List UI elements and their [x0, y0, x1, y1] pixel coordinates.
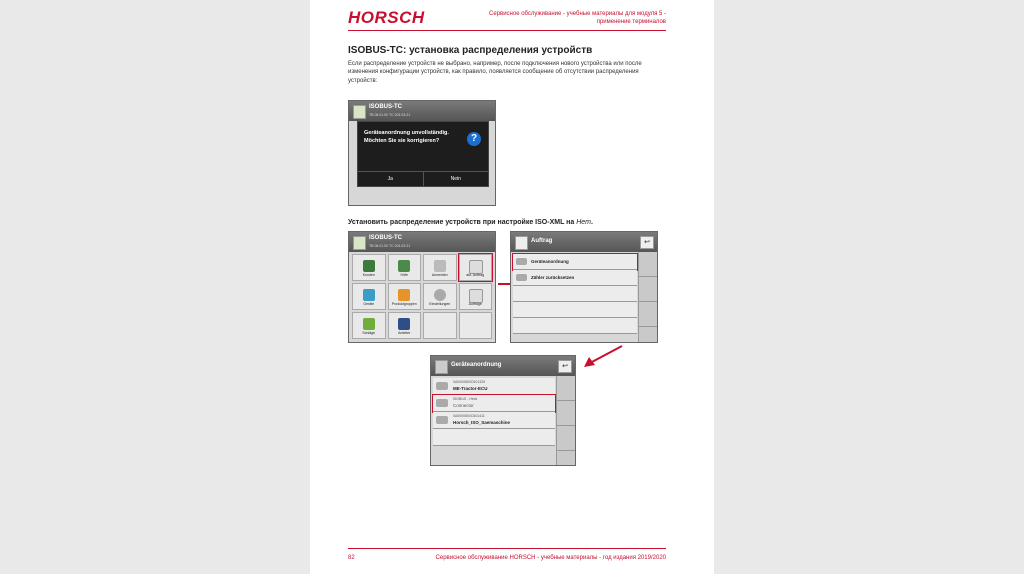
tasks-icon: [469, 289, 483, 303]
menu-cell-akt-auftrag[interactable]: [459, 254, 493, 281]
cell-label: Kunden: [362, 273, 375, 277]
menu-cell-empty: [423, 312, 457, 339]
header-divider: [348, 30, 666, 31]
cell-label: akt. Auftrag: [466, 273, 485, 277]
terminal-screen-menu: [348, 231, 496, 343]
menu-cell-anmelden[interactable]: [423, 254, 457, 281]
row-label: Zähler zurücksetzen: [531, 275, 575, 280]
seeder-icon: [436, 416, 448, 424]
menu-cell-geraete[interactable]: [352, 283, 386, 310]
cell-label: Produktgruppen: [391, 302, 417, 306]
side-button[interactable]: [557, 426, 575, 451]
screen-version: TB 06.01.00 TC 001.03.21: [369, 244, 411, 248]
list-item-saemaschine[interactable]: [433, 412, 555, 429]
menu-grid: [352, 254, 492, 339]
no-button[interactable]: Nein: [450, 176, 461, 182]
list-item-tractor-ecu[interactable]: [433, 378, 555, 395]
footer-text: Сервисное обслуживание HORSCH - учебные материалы - год издания 2019/2020: [435, 555, 666, 561]
screen-title: Auftrag: [531, 238, 553, 244]
list-item-zaehler[interactable]: [513, 270, 637, 286]
row-label: ME-Tractor-ECU: [453, 386, 488, 391]
list-item: [513, 318, 637, 334]
menu-cell-produktgruppen[interactable]: [388, 283, 422, 310]
section-paragraph: Если распределение устройств не выбрано, например, после подключения нового устройства или после изменения конфигурации устройств, как правило, появляется сообщение об отсутствии распределения устройств:: [348, 61, 642, 84]
dialog-line-2: Möchten Sie sie korrigieren?: [364, 138, 440, 144]
menu-cell-kunden[interactable]: [352, 254, 386, 281]
customer-icon: [363, 260, 375, 272]
device-list: [433, 378, 555, 446]
tractor-icon: [436, 382, 448, 390]
footer-divider: [348, 548, 666, 549]
subtitle-text: Установить распределение устройств при настройке ISO-XML на: [348, 219, 575, 226]
current-task-icon: [469, 260, 483, 274]
row-label: Geräteanordnung: [531, 259, 569, 264]
screen-titlebar: [511, 232, 657, 252]
screen-titlebar: [349, 101, 495, 121]
product-icon: [398, 289, 410, 301]
screen-title: Geräteanordnung: [451, 362, 502, 368]
arrow-down-left-icon: [580, 343, 626, 369]
device-icon: [363, 289, 375, 301]
back-icon[interactable]: ↩: [640, 236, 654, 249]
cell-label: Schläge: [362, 331, 376, 335]
list-item-connector[interactable]: [433, 395, 555, 412]
menu-cell-schlaege[interactable]: [352, 312, 386, 339]
task-icon: [515, 236, 528, 250]
login-icon: [434, 260, 446, 272]
screen-version: TB 06.01.00 TC 001.03.21: [369, 113, 411, 117]
side-button[interactable]: [557, 401, 575, 426]
menu-cell-arbeiter[interactable]: [388, 312, 422, 339]
app-icon: [353, 236, 366, 250]
side-bar: [638, 252, 657, 342]
menu-cell-empty: [459, 312, 493, 339]
page-number: 82: [348, 555, 355, 561]
subsection-title: [348, 219, 593, 226]
screen-title: ISOBUS-TC: [369, 104, 402, 110]
side-button[interactable]: [639, 252, 657, 277]
back-icon[interactable]: ↩: [558, 360, 572, 373]
cell-label: Aufträge: [468, 302, 482, 306]
list-item: [513, 286, 637, 302]
cell-label: Arbeiter: [398, 331, 411, 335]
side-button[interactable]: [639, 302, 657, 327]
farm-icon: [398, 260, 410, 272]
row-label: Connector: [453, 403, 474, 408]
cell-label: Einstellungen: [429, 302, 451, 306]
document-page: [310, 0, 714, 574]
side-bar: [556, 376, 575, 465]
side-button[interactable]: [639, 277, 657, 302]
cell-label: Anmelden: [431, 273, 448, 277]
row-id: 0A0000800C601411: [453, 414, 485, 418]
terminal-screen-dialog: [348, 100, 496, 206]
device-assignment-icon: [435, 360, 448, 374]
auftrag-list: [513, 254, 637, 334]
side-button[interactable]: [557, 376, 575, 401]
list-item-geraeteanordnung[interactable]: [513, 254, 637, 270]
menu-cell-auftraege[interactable]: [459, 283, 493, 310]
header-title: Сервисное обслуживание - учебные материалы для модуля 5 - применение терминалов: [489, 11, 666, 25]
row-id: 0A0000800C601325: [453, 380, 486, 384]
app-icon: [353, 105, 366, 119]
screen-title: ISOBUS-TC: [369, 235, 402, 241]
question-icon: ?: [467, 132, 481, 146]
menu-cell-hoefe[interactable]: [388, 254, 422, 281]
device-assignment-icon: [516, 258, 527, 265]
row-label: Horsch_ISO_Saemaschine: [453, 420, 511, 425]
subtitle-italic: Нет: [576, 219, 591, 226]
list-item: [433, 429, 555, 446]
terminal-screen-geraeteanordnung: [430, 355, 576, 466]
screen-titlebar: [349, 232, 495, 252]
incomplete-assignment-dialog: [357, 121, 489, 187]
gear-icon: [434, 289, 446, 301]
worker-icon: [398, 318, 410, 330]
cell-label: Höfe: [400, 273, 408, 277]
dialog-line-1: Geräteanordnung unvollständig.: [364, 130, 449, 136]
dialog-buttons: [358, 171, 488, 186]
horsch-logo: HORSCH: [348, 8, 425, 27]
connector-icon: [436, 399, 448, 407]
field-icon: [363, 318, 375, 330]
row-id: ISOBUS - Heck: [453, 397, 478, 401]
cell-label: Geräte: [363, 302, 375, 306]
list-item: [513, 302, 637, 318]
dialog-message: [364, 129, 449, 145]
screen-titlebar: [431, 356, 575, 376]
section-title: ISOBUS-TC: установка распределения устройств: [348, 45, 593, 56]
subtitle-end: .: [590, 219, 593, 226]
terminal-screen-auftrag: [510, 231, 658, 343]
counter-icon: [516, 274, 527, 281]
menu-cell-einstellungen[interactable]: [423, 283, 457, 310]
yes-button[interactable]: Ja: [358, 172, 424, 186]
